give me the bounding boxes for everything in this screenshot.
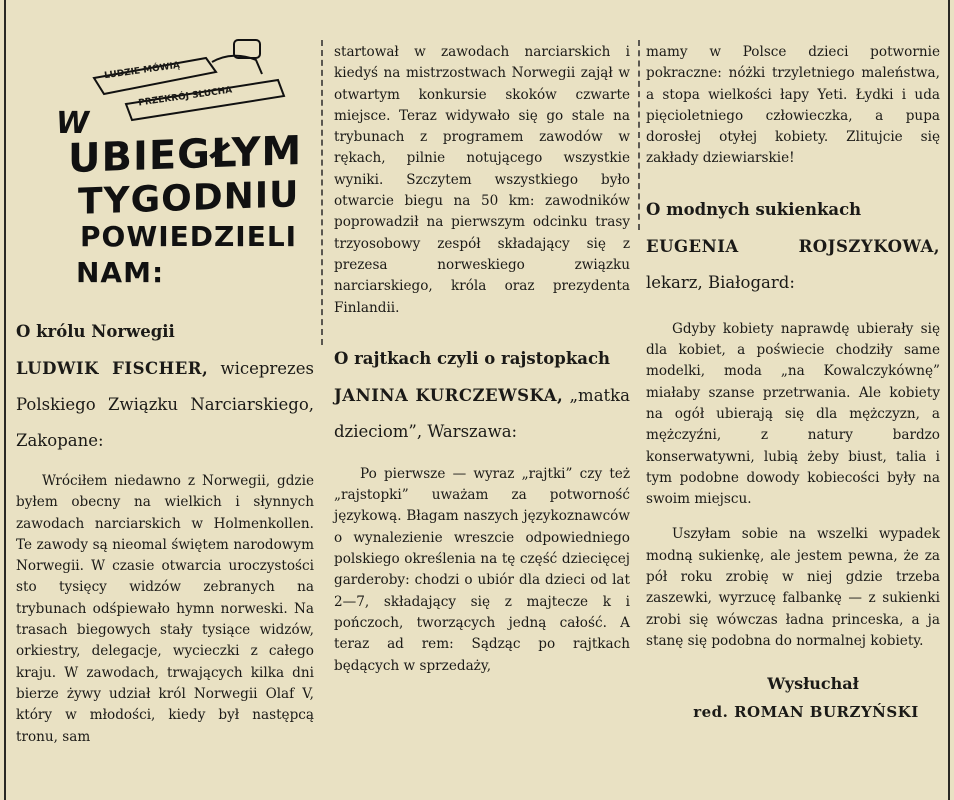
- headline-line-4: NAM:: [76, 256, 165, 289]
- logo-tag-2: PRZEKRÓJ SŁUCHA: [137, 85, 233, 109]
- section-title: O królu Norwegii: [16, 322, 175, 341]
- article-body: Gdyby kobiety naprawdę ubierały się dla kobiet, a poświecie chodziły same modelki, moda „na Kowalczykównę” miałaby szanse przetrwania. Ale kobiety na ogół ubierają się dla mężczyzn, a mężczyźni, z natury bardzo konserwatywni, lubią żeby biust, talia i tym podobne dowody kobiecości były na swoim miejscu.: [646, 320, 940, 508]
- author-byline: [646, 229, 940, 301]
- author-role: lekarz, Białogard:: [646, 272, 795, 292]
- author-name: JANINA KURCZEWSKA,: [334, 385, 564, 405]
- signature-label: Wysłuchał: [767, 674, 859, 694]
- article-body: Wróciłem niedawno z Norwegii, gdzie byłem obecny na wielkich i słynnych zawodach narciarskich w Holmenkollen. Te zawody są nieomal świętem narodowym Norwegii. W czasie otwarcia uroczystości sto tysięcy widzów zebranych na trybunach odśpiewało hymn norweski. Na trasach biegowych stały tysiące widzów, orkiestry, delegacje, wycieczki z całego kraju. W zawodach, trwających kilka dni bierze żywy udział król Norwegii Olaf V, który w młodości, kiedy był następcą tronu, sam: [16, 473, 314, 745]
- author-byline: [16, 351, 314, 459]
- logo-tag-1: LUDZIE MÓWIĄ: [103, 60, 181, 82]
- column-3: [646, 0, 940, 721]
- feature-logo: [16, 0, 314, 312]
- author-role: „matka dzieciom”, Warszawa:: [334, 385, 630, 441]
- column-2: [334, 0, 630, 677]
- headline-line-1: UBIEGŁYM: [68, 127, 303, 183]
- signature-name: red. ROMAN BURZYŃSKI: [693, 703, 919, 722]
- author-role: wiceprezes Polskiego Związku Narciarskiego, Zakopane:: [16, 359, 314, 450]
- headline-line-3: POWIEDZIELI: [80, 220, 298, 253]
- article-body: Uszyłam sobie na wszelki wypadek modną sukienkę, ale jestem pewna, że za pół roku zrobię w niej gdzie trzeba zaszewki, wyrzucę falbankę — z sukienki zrobi się wówczas ładna princeska, a ja stanę się podobna do normalnej kobiety.: [646, 526, 940, 649]
- author-name: LUDWIK FISCHER,: [16, 359, 209, 378]
- headline-line-2: TYGODNIU: [78, 174, 300, 223]
- column-1: [16, 0, 314, 748]
- headline-w: W: [56, 106, 91, 141]
- article-body-continued: mamy w Polsce dzieci potwornie pokraczne: nóżki trzyletniego maleństwa, a stopa wielkości łapy Yeti. Łydki i uda pięcioletniego człowieczka, a pupa dorosłej otyłej kobiety. Zlitujcie się zakłady dziewiarskie!: [646, 44, 940, 167]
- article-body: Po pierwsze — wyraz „rajtki” czy też „rajstopki” uważam za potworność językową. Błagam naszych językoznawców o wynalezienie wreszcie odpowiedniego polskiego określenia na tę część dziecięcej garderoby: chodzi o ubiór dla dzieci od lat 2—7, składający się z majtecze k i pończoch, tworzących jedną całość. A teraz ad rem: Sądząc po rajtkach będących w sprzedaży,: [334, 465, 630, 674]
- section-title: O rajtkach czyli o rajstopkach: [334, 348, 611, 368]
- section-title: O modnych sukienkach: [646, 199, 862, 219]
- author-name: EUGENIA ROJSZYKOWA,: [646, 236, 940, 256]
- column-divider: [321, 40, 323, 345]
- column-divider: [638, 40, 640, 230]
- article-body-continued: startował w zawodach narciarskich i kiedyś na mistrzostwach Norwegii zajął w otwartym konkursie skoków czwarte miejsce. Teraz widywało się go stale na trybunach z programem zawodów w rękach, pilnie notującego wszystkie wyniki. Szczytem wszystkiego było otwarcie biegu na 50 km: zawodników poprowadził na pierwszym odcinku trasy trzyosobowy zespół składający się z prezesa norweskiego związku narciarskiego, króla oraz prezydenta Finlandii.: [334, 44, 630, 316]
- author-byline: [334, 378, 630, 450]
